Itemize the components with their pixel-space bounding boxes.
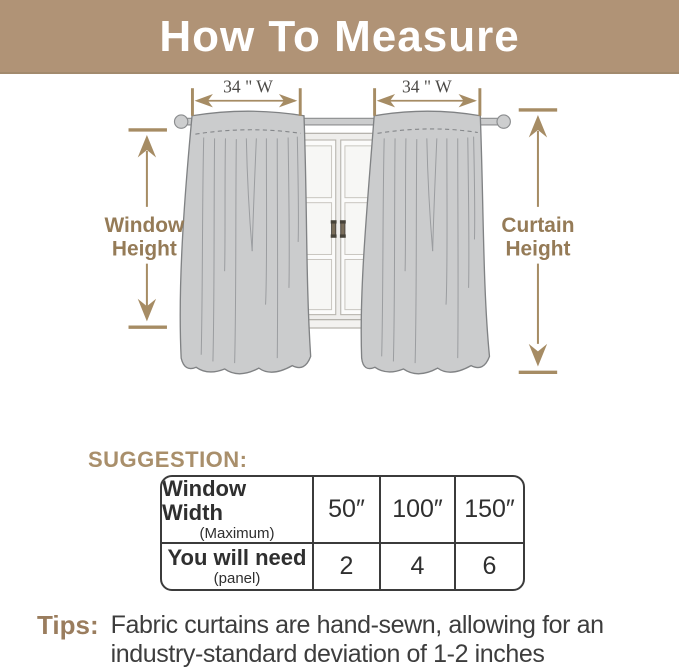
window-height-measure — [104, 130, 185, 327]
tips-line-2: industry-standard deviation of 1-2 inches — [110, 640, 545, 668]
table-value: 6 — [482, 552, 497, 580]
table-cell — [312, 542, 379, 589]
table-value: 2 — [339, 552, 354, 580]
table-cell — [379, 542, 454, 589]
suggestion-table — [160, 475, 525, 591]
arrowhead-down-icon — [529, 344, 547, 367]
table-row-title: Window Width — [162, 476, 247, 525]
curtain-height-label-line1: Curtain — [501, 213, 575, 237]
width-measure-right — [375, 76, 480, 115]
curtain-height-measure — [501, 110, 574, 372]
tips-line-1: Fabric curtains are hand-sewn, allowing for an — [110, 611, 604, 639]
curtain-panel-right — [361, 111, 489, 374]
width-measure-left — [192, 76, 300, 115]
table-row-title: You will need — [167, 545, 307, 570]
table-header-cell — [162, 542, 312, 589]
table-header-cell — [162, 477, 312, 542]
curtain-height-label-line2: Height — [505, 237, 571, 261]
window-height-label-line1: Window — [104, 213, 185, 237]
tips-note — [37, 611, 604, 668]
table-cell — [312, 477, 379, 542]
tips-text — [111, 611, 604, 668]
table-cell — [379, 477, 454, 542]
table-value: 100″ — [392, 495, 443, 523]
table-value: 4 — [410, 552, 425, 580]
table-value: 50″ — [328, 495, 365, 523]
table-row-subtitle: (panel) — [213, 570, 261, 587]
tips-heading: Tips: — [37, 610, 99, 640]
suggestion-heading: SUGGESTION: — [88, 447, 248, 472]
panel-width-label-right: 34 " W — [401, 76, 452, 97]
header-banner — [0, 0, 679, 74]
rod-finial-right — [497, 115, 510, 128]
curtain-panel-left — [180, 111, 310, 374]
page-title: How To Measure — [159, 12, 520, 61]
table-value: 150″ — [464, 495, 515, 523]
table-cell — [454, 477, 523, 542]
table-cell — [454, 542, 523, 589]
rod-finial-left — [174, 115, 187, 128]
table-row-subtitle: (Maximum) — [199, 525, 275, 542]
window-height-label-line2: Height — [111, 237, 177, 261]
measure-diagram — [0, 74, 679, 450]
panel-width-label-left: 34 " W — [223, 76, 273, 97]
